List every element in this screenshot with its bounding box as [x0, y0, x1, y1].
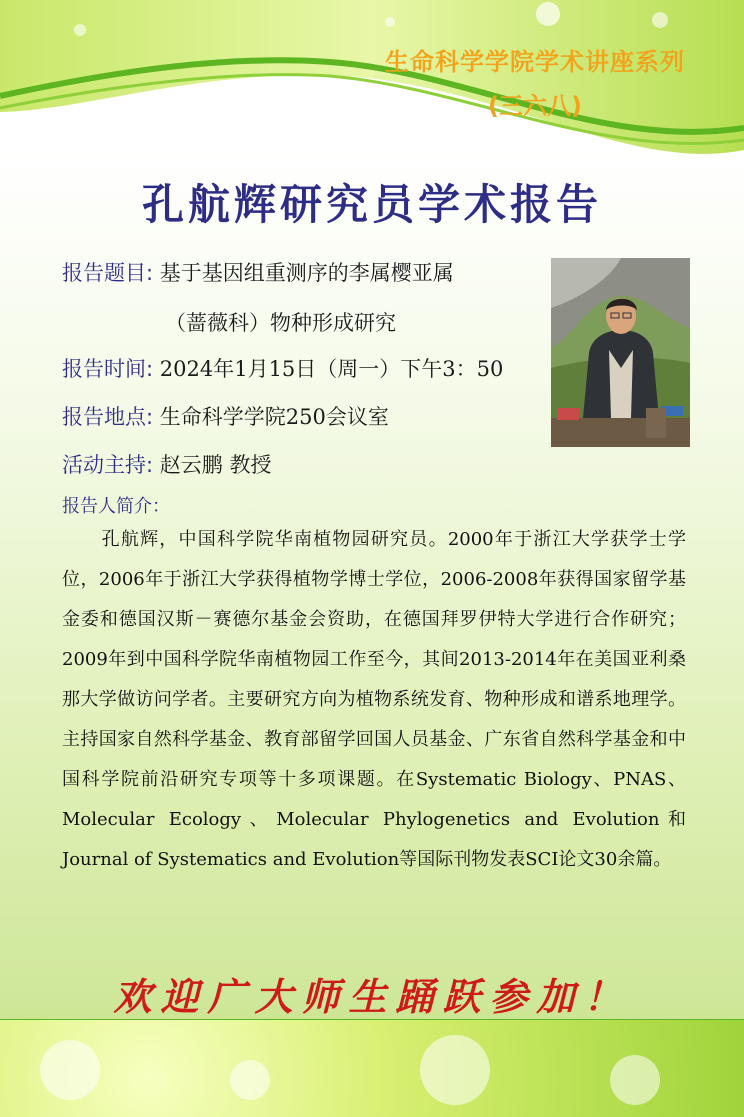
bio-text: 孔航辉，中国科学院华南植物园研究员。2000年于浙江大学获学士学位，2006年于浙江大学获得植物学博士学位，2006-2008年获得国家留学基金委和德国汉斯－赛德尔基金会资助，在德国拜罗伊特大学进行合作研究；2009年到中国科学院华南植物园工作至今，其间2013-2014年在美国亚利桑那大学做访问学者。主要研究方向为植物系统发育、物种形成和谱系地理学。主持国家自然科学基金、教育部留学回国人员基金、广东省自然科学基金和中国科学院前沿研究专项等十多项课题。在Systematic Biology、PNAS、Molecular Ecology、Molecular Phylogenetics and Evolution和Journal of Systematics and Evolution等国际刊物发表SCI论文30余篇。: [62, 529, 686, 870]
time-row: [62, 353, 503, 383]
bokeh-light: [420, 1035, 490, 1105]
place-value: 生命科学学院250会议室: [159, 405, 389, 429]
page-title: 孔航辉研究员学术报告: [141, 180, 602, 229]
bokeh-light: [40, 1040, 100, 1100]
place-label: 报告地点:: [62, 405, 154, 429]
time-value: 2024年1月15日（周一）下午3：50: [159, 357, 504, 381]
bottom-decoration: [0, 1020, 744, 1117]
host-value: 赵云鹏 教授: [159, 453, 272, 477]
topic-value-line2: （蔷薇科）物种形成研究: [165, 311, 396, 335]
speaker-photo: [551, 258, 690, 447]
series-number: (三六八): [488, 92, 582, 120]
topic-row: [62, 257, 454, 287]
series-title: 生命科学学院学术讲座系列: [385, 48, 685, 76]
place-row: [62, 401, 389, 431]
welcome-slogan: 欢迎广大师生踊跃参加！: [113, 974, 631, 1019]
bokeh-light: [610, 1055, 660, 1105]
time-label: 报告时间:: [62, 357, 154, 381]
topic-label: 报告题目:: [62, 261, 154, 285]
bokeh-light: [230, 1060, 270, 1100]
topic-row-2: [165, 307, 396, 337]
top-wave-decoration: [0, 0, 744, 170]
host-row: [62, 449, 271, 479]
host-label: 活动主持:: [62, 453, 154, 477]
topic-value-line1: 基于基因组重测序的李属樱亚属: [159, 261, 454, 285]
bio-label: 报告人简介：: [62, 496, 170, 517]
